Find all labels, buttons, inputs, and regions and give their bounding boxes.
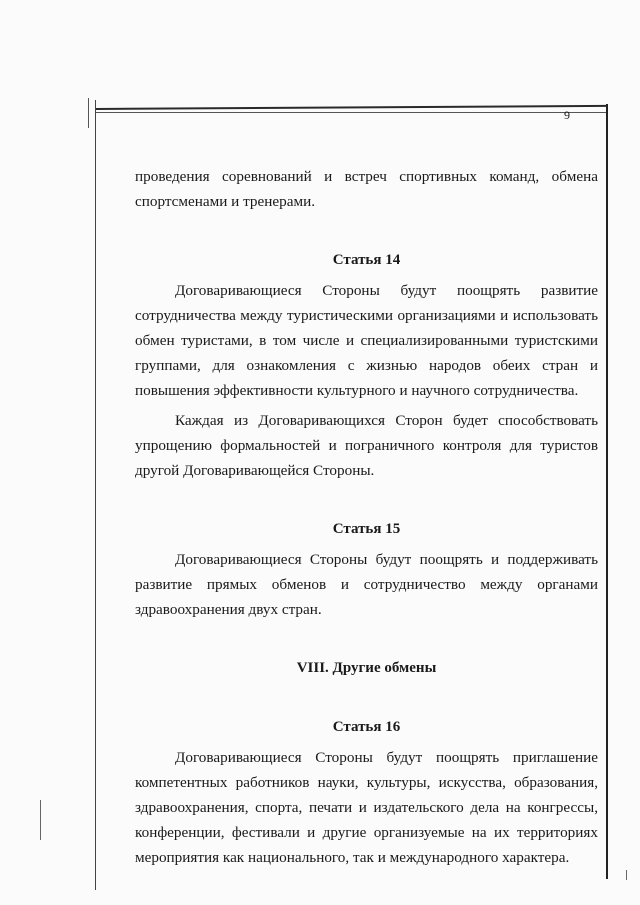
article-16-title: Статья 16: [332, 719, 401, 735]
scan-border-left-fragment: [88, 98, 89, 128]
scan-artifact-mark: [626, 870, 627, 880]
scan-artifact-mark: [40, 800, 41, 840]
article-16-paragraph-1: Договаривающиеся Стороны будут поощрять приглашение компетентных работников науки, культуры, искусства, образования, здравоохранения, спорта, печати и издательского дела на конгрессы, конференции, фестивали и другие организуемые на их территориях мероприятия как национального, так и международного характера.: [135, 749, 598, 866]
section-8-title: VIII. Другие обмены: [296, 660, 437, 676]
page-number: 9: [564, 108, 570, 122]
article-15-title: Статья 15: [332, 521, 401, 537]
article-14-title: Статья 14: [332, 252, 401, 268]
article-15-paragraph-1: Договаривающиеся Стороны будут поощрять и поддерживать развитие прямых обменов и сотрудничество между органами здравоохранения двух стран.: [135, 551, 598, 618]
scan-border-top: [96, 105, 608, 110]
article-14-paragraph-1: Договаривающиеся Стороны будут поощрять развитие сотрудничества между туристическими организациями и использовать обмен туристами, в том числе и специализированными туристскими группами, для ознакомления с жизнью народов обеих стран и повышения эффективности культурного и научного сотрудничества.: [135, 282, 598, 399]
scan-border-left: [95, 100, 96, 890]
article-14-paragraph-2: Каждая из Договаривающихся Сторон будет способствовать упрощению формальностей и пограничного контроля для туристов другой Договаривающейся Стороны.: [135, 412, 598, 479]
scan-border-right: [606, 104, 608, 879]
scan-border-top-inner: [96, 112, 606, 113]
document-body: [135, 164, 598, 870]
paragraph-continuation: проведения соревнований и встреч спортивных команд, обмена спортсменами и тренерами.: [135, 168, 598, 210]
